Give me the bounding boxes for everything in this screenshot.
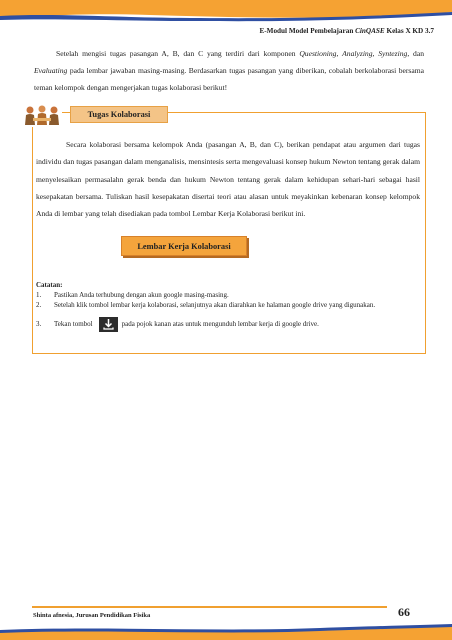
intro-text-2: , <box>372 49 375 58</box>
term-synthesizing: Syntezing <box>378 49 408 58</box>
collaboration-worksheet-button[interactable]: Lembar Kerja Kolaborasi <box>121 236 247 256</box>
intro-text-1: Setelah mengisi tugas pasangan A, B, dan C yang terdiri dari komponen <box>56 49 300 58</box>
header-prefix: E-Modul Model Pembelajaran <box>259 27 356 35</box>
intro-text-3: , dan <box>407 49 424 58</box>
note-text: Pastikan Anda terhubung dengan akun google masing-masing. <box>54 291 229 299</box>
note-number: 1. <box>36 291 42 299</box>
note-text-before: Tekan tombol <box>54 320 93 329</box>
note-item <box>36 301 420 310</box>
notes-section <box>36 281 420 332</box>
module-header <box>259 27 434 35</box>
intro-text-4: pada lembar jawaban masing-masing. Berdasarkan tugas pasangan yang diberikan, cobalah berkolaborasi bersama teman kelompok dengan mengerjakan tugas kolaborasi berikut! <box>34 66 424 92</box>
term-evaluating: Evaluating <box>34 66 68 75</box>
note-item <box>36 317 420 332</box>
note-number: 2. <box>36 301 42 309</box>
footer-divider <box>32 606 387 608</box>
page-number: 66 <box>398 605 410 619</box>
notes-title: Catatan: <box>36 281 63 289</box>
task-tag: Tugas Kolaborasi <box>70 106 168 123</box>
intro-paragraph: Setelah mengisi tugas pasangan A, B, dan C yang terdiri dari komponen Questioning, Analyzing, Syntezing, dan Evaluating pada lembar jawaban masing-masing. Berdasarkan tugas pasangan yang diberikan, cobalah berkolaborasi bersama teman kelompok dengan mengerjakan tugas kolaborasi berikut! <box>34 49 424 92</box>
bottom-wave-decoration <box>0 618 452 640</box>
task-body-text: Secara kolaborasi bersama kelompok Anda (pasangan A, B, dan C), berikan pendapat atau argumen dari tugas individu dan tugas pasangan dalam menganalisis, mensintesis serta mengevaluasi konsep hukum Newton tentang gerak dalam menyelesaikan permasalahn gerak benda dan hukum Newton tentang gerak dalam kehidupan sehari-hari sebagai hasil kesepakatan bersama. Tuliskan hasil kesepakatan disertai teori atau alasan untuk meyakinkan kebenaran konsep kelompok Anda di lembar yang telah disediakan pada tombol Lembar Kerja Kolaborasi berikut ini. <box>36 140 420 219</box>
note-item <box>36 291 420 300</box>
note-number: 3. <box>36 320 42 328</box>
task-instructions <box>36 136 420 222</box>
note-text-after: pada pojok kanan atas untuk mengunduh lembar kerja di google drive. <box>121 320 319 329</box>
footer-author: Shinta afnesia, Jurusan Pendidikan Fisika <box>33 612 151 619</box>
header-model: CinQASE <box>355 27 385 35</box>
header-suffix: Kelas X KD 3.7 <box>384 27 434 35</box>
term-analyzing: Analyzing <box>342 49 373 58</box>
note-text: Setelah klik tombol lembar kerja kolaborasi, selanjutnya akan diarahkan ke halaman google drive yang digunakan. <box>54 301 376 309</box>
collaboration-icon <box>22 103 62 127</box>
download-icon <box>99 317 118 332</box>
note-text <box>54 317 420 332</box>
term-questioning: Questioning <box>299 49 337 58</box>
